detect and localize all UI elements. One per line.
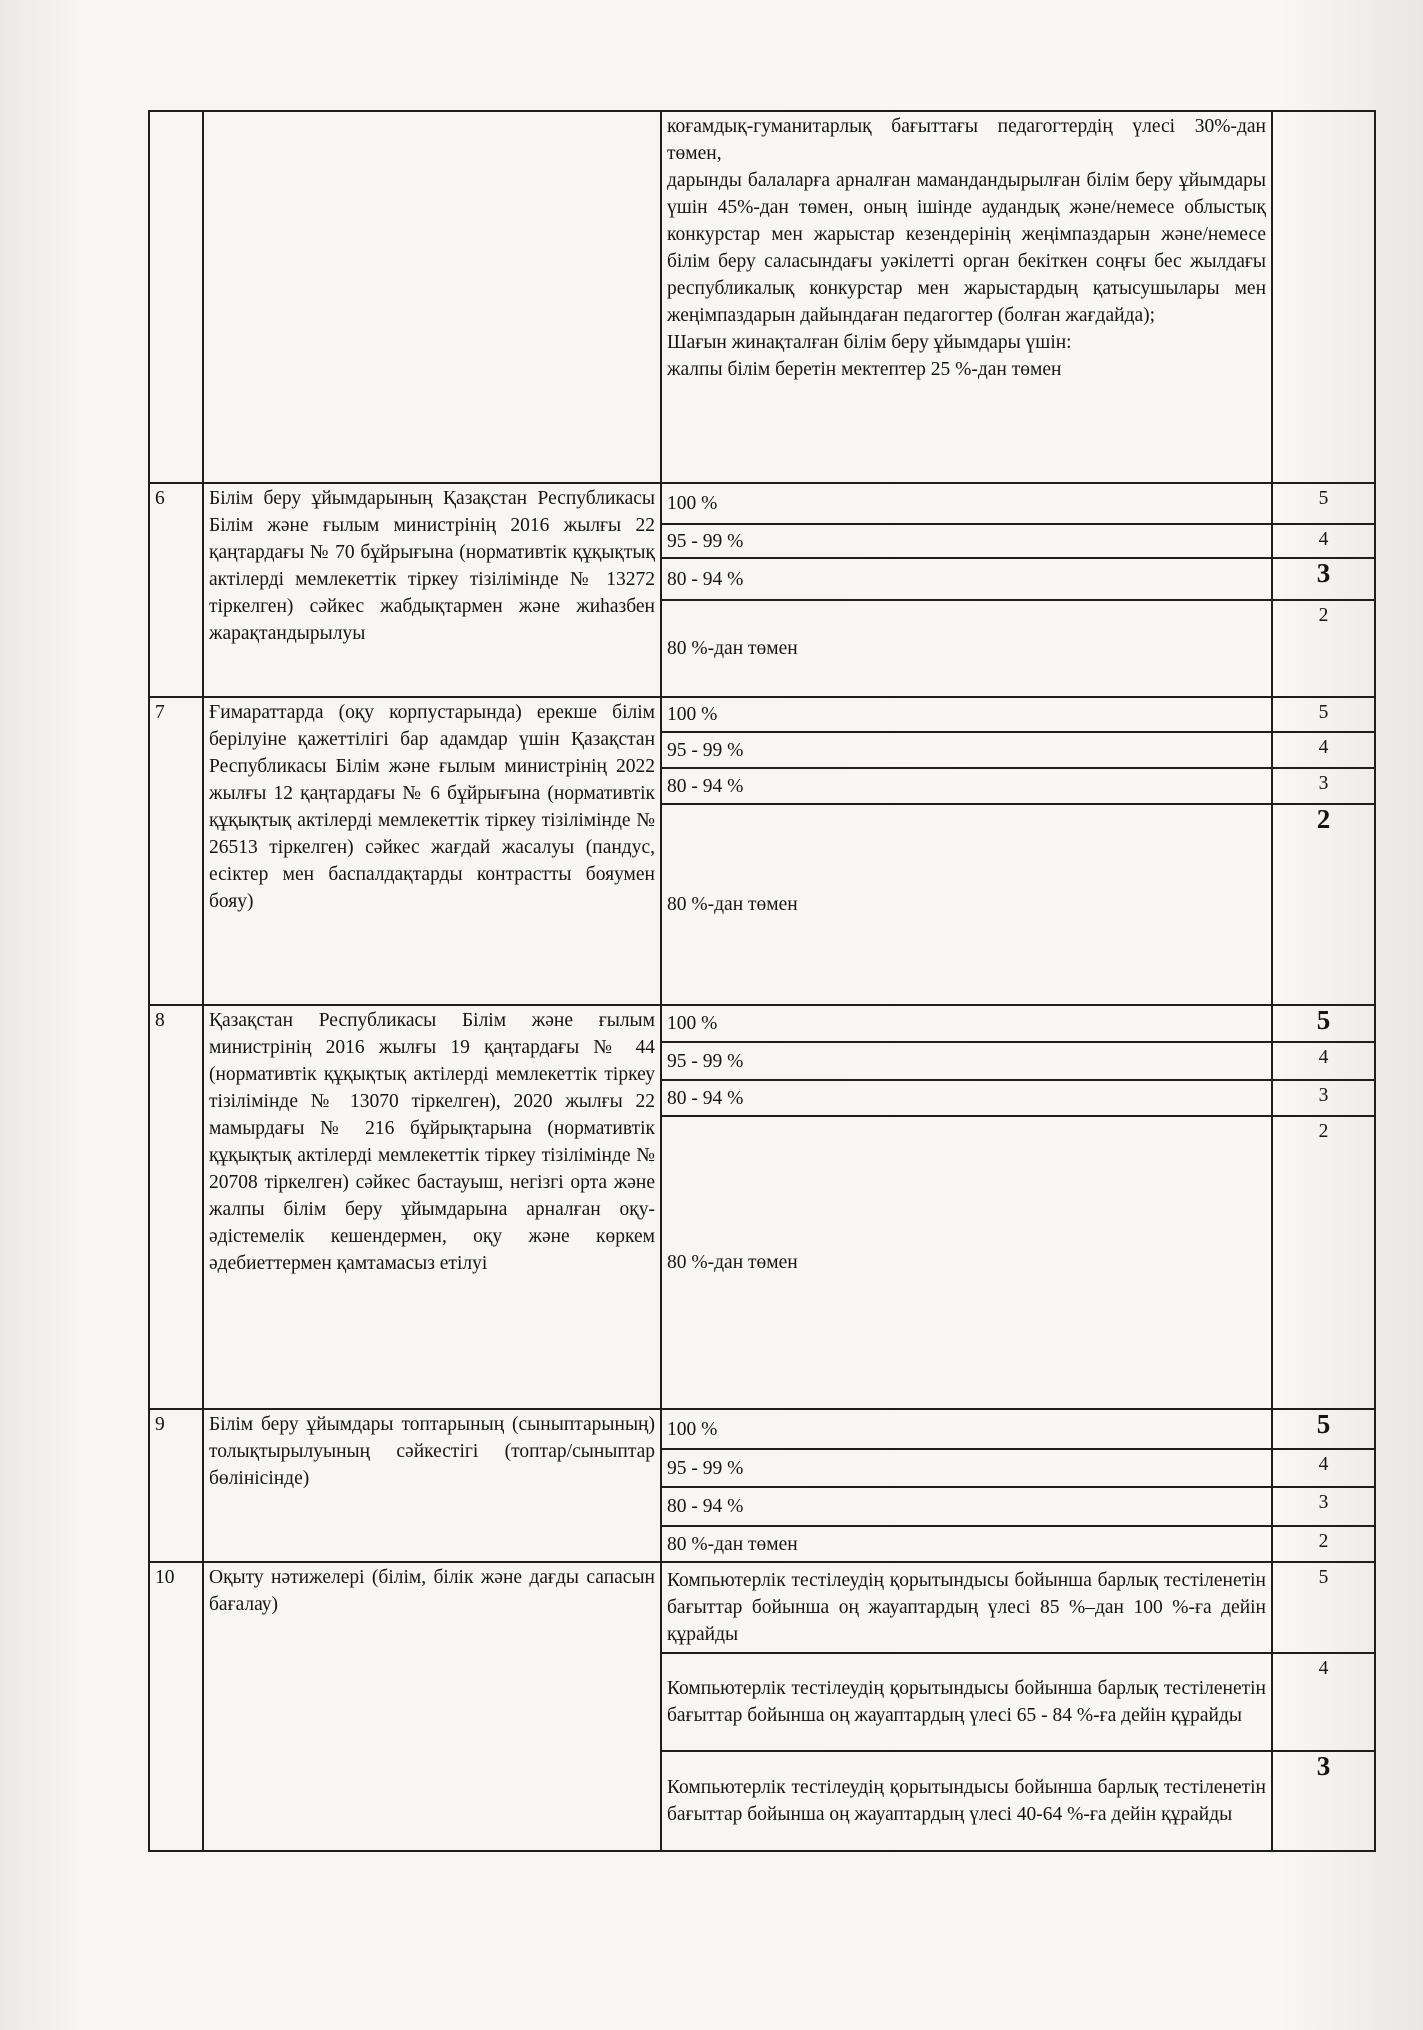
level-score: 5	[1272, 1409, 1375, 1449]
level-score: 5	[1272, 697, 1375, 732]
criteria-table	[148, 110, 1376, 1852]
level-score: 3	[1272, 1487, 1375, 1526]
level-score: 5	[1272, 1005, 1375, 1042]
description-line: Шағын жинақталған білім беру ұйымдары үшін:	[667, 332, 1072, 353]
row-number-cell	[149, 111, 203, 483]
level-score: 2	[1272, 804, 1375, 1005]
level-description: 100 %	[661, 483, 1272, 524]
row-number: 10	[149, 1562, 203, 1851]
row-number: 8	[149, 1005, 203, 1409]
level-score: 4	[1272, 524, 1375, 558]
level-score: 4	[1272, 1653, 1375, 1751]
level-description: 95 - 99 %	[661, 1449, 1272, 1487]
level-description: 80 - 94 %	[661, 558, 1272, 600]
level-description: 80 - 94 %	[661, 1487, 1272, 1526]
level-score: 3	[1272, 1080, 1375, 1116]
level-description: 80 %-дан төмен	[661, 600, 1272, 697]
level-description: 80 - 94 %	[661, 768, 1272, 804]
level-description: 80 %-дан төмен	[661, 1526, 1272, 1562]
level-score: 5	[1272, 1562, 1375, 1653]
criterion-text: Қазақстан Республикасы Білім және ғылым министрінің 2016 жылғы 19 қаңтардағы № 44 (нормативтік құқықтық актілерді мемлекеттік тіркеу тізілімінде № 13070 тіркелген), 2020 жылғы 22 мамырдағы № 216 бұйрықтарына (нормативтік құқықтық актілерді мемлекеттік тіркеу тізілімінде № 20708 тіркелген) сәйкес бастауыш, негізгі орта және жалпы білім беру ұйымдарына арналған оқу-әдістемелік кешендермен, оқу және көркем әдебиеттермен қамтамасыз етілуі	[203, 1005, 661, 1409]
description-line: коғамдық-гуманитарлық бағыттағы педагогтердің үлесі 30%-дан төмен,	[667, 116, 1266, 164]
level-description: 80 - 94 %	[661, 1080, 1272, 1116]
level-description: 100 %	[661, 1005, 1272, 1042]
criterion-text: Оқыту нәтижелері (білім, білік және дағды сапасын бағалау)	[203, 1562, 661, 1851]
table-row-continuation	[149, 111, 1375, 483]
criterion-text: Ғимараттарда (оқу корпустарында) ерекше білім берілуіне қажеттілігі бар адамдар үшін Қазақстан Республикасы Білім және ғылым министрінің 2022 жылғы 12 қаңтардағы № 6 бұйрығына (нормативтік құқықтық актілерді мемлекеттік тіркеу тізілімінде № 26513 тіркелген) сәйкес жағдай жасалуы (пандус, есіктер мен баспалдақтарды контрастты бояумен бояу)	[203, 697, 661, 1005]
level-description: Компьютерлік тестілеудің қорытындысы бойынша барлық тестіленетін бағыттар бойынша оң жауаптардың үлесі 65 - 84 %-ға дейін құрайды	[661, 1653, 1272, 1751]
level-description: 80 %-дан төмен	[661, 1116, 1272, 1409]
level-score: 4	[1272, 732, 1375, 768]
level-score: 2	[1272, 1526, 1375, 1562]
level-score: 3	[1272, 1751, 1375, 1851]
level-score: 5	[1272, 483, 1375, 524]
level-score: 3	[1272, 558, 1375, 600]
row-number: 7	[149, 697, 203, 1005]
level-description: 100 %	[661, 697, 1272, 732]
score-cell	[1272, 111, 1375, 483]
table-row	[149, 483, 1375, 524]
row-number: 6	[149, 483, 203, 697]
level-description: 95 - 99 %	[661, 524, 1272, 558]
row-number: 9	[149, 1409, 203, 1562]
level-description: Компьютерлік тестілеудің қорытындысы бойынша барлық тестіленетін бағыттар бойынша оң жауаптардың үлесі 85 %–дан 100 %-ға дейін құрайды	[661, 1562, 1272, 1653]
description-cell	[661, 111, 1272, 483]
level-score: 2	[1272, 1116, 1375, 1409]
table-row	[149, 1005, 1375, 1042]
level-score: 3	[1272, 768, 1375, 804]
criterion-text: Білім беру ұйымдарының Қазақстан Республикасы Білім және ғылым министрінің 2016 жылғы 22 қаңтардағы № 70 бұйрығына (нормативтік құқықтық актілерді мемлекеттік тіркеу тізілімінде № 13272 тіркелген) сәйкес жабдықтармен және жиһазбен жарақтандырылуы	[203, 483, 661, 697]
level-description: 80 %-дан төмен	[661, 804, 1272, 1005]
table-row	[149, 697, 1375, 732]
level-description: 100 %	[661, 1409, 1272, 1449]
description-line: жалпы білім беретін мектептер 25 %-дан төмен	[667, 359, 1062, 380]
level-score: 4	[1272, 1449, 1375, 1487]
level-description: Компьютерлік тестілеудің қорытындысы бойынша барлық тестіленетін бағыттар бойынша оң жауаптардың үлесі 40-64 %-ға дейін құрайды	[661, 1751, 1272, 1851]
description-line: дарынды балаларға арналған мамандандырылған білім беру ұйымдары үшін 45%-дан төмен, оның ішінде аудандық және/немесе облыстық конкурстар мен жарыстар кезендерінің жеңімпаздарын және/немесе білім беру саласындағы уәкілетті орган бекіткен соңғы бес жылдағы республикалық конкурстар мен жарыстардың қатысушылары мен жеңімпаздарын дайындаған педагогтер (болған жағдайда);	[667, 170, 1266, 326]
level-description: 95 - 99 %	[661, 1042, 1272, 1080]
table-row	[149, 1562, 1375, 1653]
level-score: 4	[1272, 1042, 1375, 1080]
criterion-cell	[203, 111, 661, 483]
table-row	[149, 1409, 1375, 1449]
level-score: 2	[1272, 600, 1375, 697]
criterion-text: Білім беру ұйымдары топтарының (сыныптарының) толықтырылуының сәйкестігі (топтар/сыныптар бөлінісінде)	[203, 1409, 661, 1562]
level-description: 95 - 99 %	[661, 732, 1272, 768]
